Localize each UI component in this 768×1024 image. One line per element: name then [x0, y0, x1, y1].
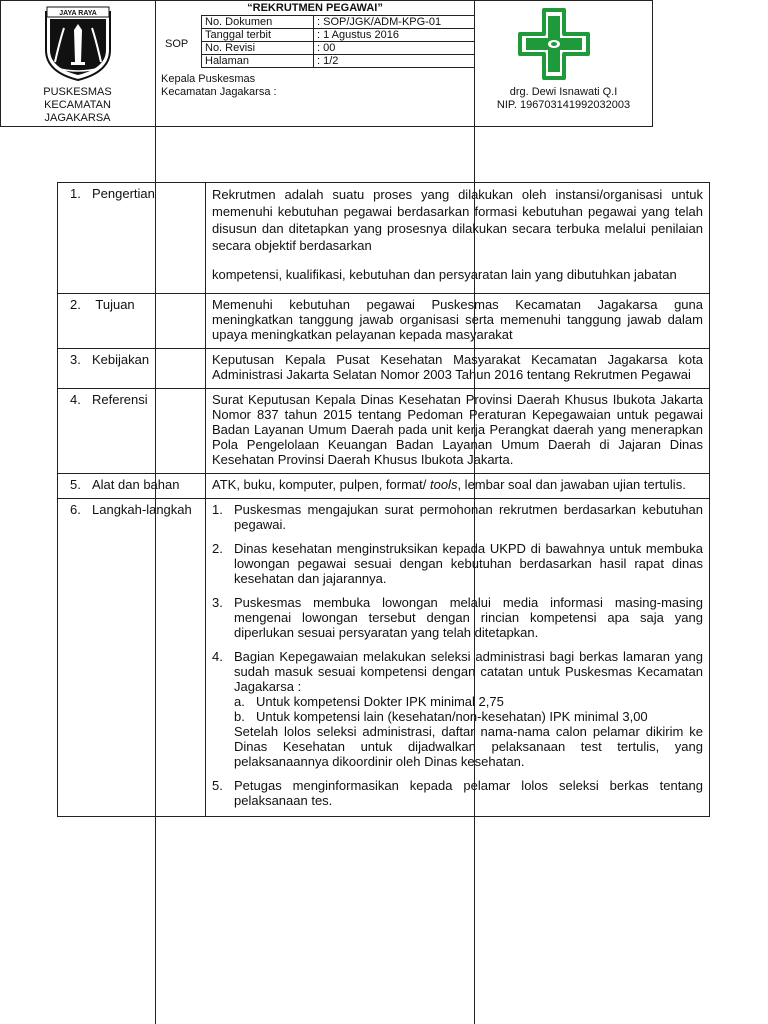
- list-item: [212, 649, 703, 769]
- meta-key: Halaman: [202, 55, 314, 68]
- organization-name: [0, 86, 155, 125]
- section-number: 4.: [70, 392, 81, 407]
- sop-content-table: [57, 182, 710, 817]
- meta-key: No. Revisi: [202, 42, 314, 55]
- section-number: 3.: [70, 352, 81, 367]
- section-row-alat-dan-bahan: [58, 474, 710, 499]
- section-content: [206, 474, 710, 499]
- sub-item-letter: a.: [234, 694, 245, 709]
- step-text: Petugas menginformasikan kepada pelamar lolos seleksi berkas tentang pelaksanaan tes.: [234, 778, 703, 808]
- kepala-puskesmas-label: [161, 73, 277, 99]
- org-line: KECAMATAN: [44, 99, 111, 111]
- kepala-line: Kecamatan Jagakarsa :: [161, 86, 277, 98]
- section-label: [58, 474, 206, 499]
- meta-row: [202, 55, 475, 68]
- section-row-langkah-langkah: [58, 499, 710, 817]
- step-number: 2.: [212, 541, 223, 556]
- alat-text: , lembar soal dan jawaban ujian tertulis.: [457, 477, 686, 492]
- jakarta-crest-icon: [0, 0, 155, 86]
- alat-text: ATK, buku, komputer, pulpen, format/: [212, 477, 430, 492]
- pengertian-paragraph: kompetensi, kualifikasi, kebutuhan dan persyaratan lain yang dibutuhkan jabatan: [212, 267, 677, 282]
- meta-row: [202, 16, 475, 29]
- pengertian-paragraph: Rekrutmen adalah suatu proses yang dilakukan oleh instansi/organisasi untuk memenuhi kebutuhan pegawai berdasarkan formasi kebutuhan pegawai yang telah disusun dan ditetapkan yang prosesnya dilakukan secara terbuka melalui penilaian secara objektif berdasarkan: [212, 187, 703, 253]
- section-title: Tujuan: [95, 297, 135, 312]
- section-content: Surat Keputusan Kepala Dinas Kesehatan Provinsi Daerah Khusus Ibukota Jakarta Nomor 837 tahun 2015 tentang Pedoman Peraturan Kepegawaian untuk pegawai Badan Layanan Umum Daerah pada unit kerja Perangkat daerah yang menerapkan Pola Pengelolaan Keuangan Badan Layanan Umum Daerah di Jajaran Dinas Kesehatan Provinsi Daerah Khusus Ibukota Jakarta.: [206, 389, 710, 474]
- section-title: Kebijakan: [92, 352, 150, 367]
- meta-row: [202, 29, 475, 42]
- section-title: Alat dan bahan: [92, 477, 180, 492]
- alat-text-italic: tools: [429, 477, 458, 492]
- document-meta-table: [201, 15, 475, 68]
- document-header: [0, 0, 653, 127]
- section-content: Memenuhi kebutuhan pegawai Puskesmas Kecamatan Jagakarsa guna meningkatkan tanggung jawab organisasi serta memenuhi tanggung jawab dalam upaya meningkatkan pelayanan kepada masyarakat: [206, 294, 710, 349]
- kepala-line: Kepala Puskesmas: [161, 73, 256, 85]
- step-text: Puskesmas membuka lowongan melalui media informasi masing-masing mengenai lowongan tersebut dengan rincian kompetensi apa saja yang diperlukan sesuai persyaratan yang telah ditetapkan.: [234, 595, 703, 640]
- signer-nip: NIP. 196703141992032003: [496, 99, 631, 111]
- section-row-kebijakan: [58, 349, 710, 389]
- steps-list: [212, 502, 703, 808]
- step-text: Bagian Kepegawaian melakukan seleksi administrasi bagi berkas lamaran yang sudah masuk sesuai kompetensi dengan catatan untuk Puskesmas Kecamatan Jagakarsa :: [234, 649, 703, 694]
- green-cross-icon: [518, 8, 590, 80]
- section-number: 2.: [70, 297, 81, 312]
- list-item: [212, 778, 703, 808]
- step-number: 3.: [212, 595, 223, 610]
- document-title: “REKRUTMEN PEGAWAI”: [247, 2, 383, 14]
- meta-value: : 1 Agustus 2016: [314, 29, 475, 42]
- section-row-referensi: [58, 389, 710, 474]
- section-label: [58, 349, 206, 389]
- org-line: PUSKESMAS: [43, 86, 112, 98]
- section-label: [58, 389, 206, 474]
- section-row-pengertian: [58, 183, 710, 294]
- sub-item: [234, 709, 703, 724]
- signer-name: drg. Dewi Isnawati Q.I: [509, 86, 618, 98]
- meta-value: : SOP/JGK/ADM-KPG-01: [314, 16, 475, 29]
- section-content: [206, 499, 710, 817]
- sub-item-text: Untuk kompetensi Dokter IPK minimal 2,75: [256, 694, 504, 709]
- step-text: Setelah lolos seleksi administrasi, daftar nama-nama calon pelamar dikirim ke Dinas Kesehatan untuk dijadwalkan pelaksanaan test tertulis, yang pelaksanaannya dikoordinir oleh Dinas kesehatan.: [234, 724, 703, 769]
- meta-value: : 00: [314, 42, 475, 55]
- meta-key: Tanggal terbit: [202, 29, 314, 42]
- step-number: 1.: [212, 502, 223, 517]
- step-number: 5.: [212, 778, 223, 793]
- sub-item-letter: b.: [234, 709, 245, 724]
- section-content: [206, 183, 710, 294]
- step-text: Puskesmas mengajukan surat permohonan rekrutmen berdasarkan kebutuhan pegawai.: [234, 502, 703, 532]
- section-number: 6.: [70, 502, 81, 517]
- section-number: 5.: [70, 477, 81, 492]
- step-number: 4.: [212, 649, 223, 664]
- svg-text:JAYA RAYA: JAYA RAYA: [59, 10, 97, 17]
- sop-label: SOP: [165, 38, 189, 50]
- section-label: [58, 499, 206, 817]
- section-title: Pengertian: [92, 186, 155, 201]
- meta-row: [202, 42, 475, 55]
- list-item: [212, 595, 703, 640]
- meta-key: No. Dokumen: [202, 16, 314, 29]
- section-label: [58, 183, 206, 294]
- step-text: Dinas kesehatan menginstruksikan kepada UKPD di bawahnya untuk membuka lowongan pegawai sesuai dengan kebutuhan berdasarkan hasil rapat dinas kesehatan dan jajarannya.: [234, 541, 703, 586]
- meta-value: : 1/2: [314, 55, 475, 68]
- org-line: JAGAKARSA: [44, 112, 111, 124]
- list-item: [212, 541, 703, 586]
- section-number: 1.: [70, 186, 81, 201]
- section-title: Referensi: [92, 392, 148, 407]
- section-content: Keputusan Kepala Pusat Kesehatan Masyarakat Kecamatan Jagakarsa kota Administrasi Jakarta Selatan Nomor 2003 Tahun 2016 tentang Rekrutmen Pegawai: [206, 349, 710, 389]
- sub-item-text: Untuk kompetensi lain (kesehatan/non-kesehatan) IPK minimal 3,00: [256, 709, 648, 724]
- section-label: [58, 294, 206, 349]
- signer-block: [475, 86, 652, 112]
- sub-item: [234, 694, 703, 709]
- section-row-tujuan: [58, 294, 710, 349]
- puskesmas-logo: [518, 8, 590, 80]
- section-title: Langkah-langkah: [92, 502, 192, 517]
- list-item: [212, 502, 703, 532]
